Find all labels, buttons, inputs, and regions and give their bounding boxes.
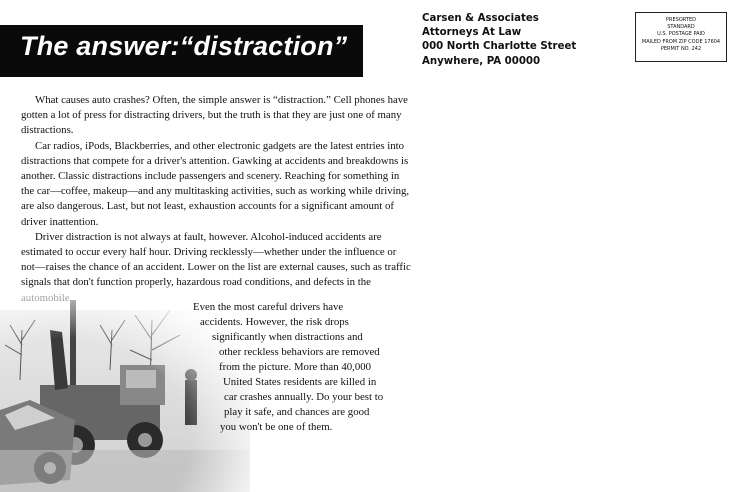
wrap-line: accidents. However, the risk drops: [200, 316, 349, 328]
indicia-line: MAILED FROM ZIP CODE 17604: [641, 38, 721, 45]
indicia-line: U.S. POSTAGE PAID: [657, 31, 705, 38]
wrap-line: you won't be one of them.: [220, 421, 333, 433]
wrap-line: car crashes annually. Do your best to: [224, 391, 384, 403]
street-address: 000 North Charlotte Street: [422, 41, 577, 53]
city-state-zip: Anywhere, PA 00000: [422, 55, 541, 67]
wrap-line: Even the most careful drivers have: [193, 301, 344, 313]
indicia-line: PRESORTED: [666, 17, 696, 23]
firm-name: Carsen & Associates: [422, 13, 539, 24]
wrap-line: play it safe, and chances are good: [224, 406, 370, 418]
wrap-line: from the picture. More than 40,000: [219, 361, 372, 373]
firm-title: Attorneys At Law: [422, 27, 522, 39]
paragraph-distractions: Car radios, iPods, Blackberries, and other electronic gadgets are the latest entries into distractions that compete for a driver's attention. Gawking at accidents and breakdowns is another. Classic distractions include passengers and scenery. Reaching for something in the car—coffee, makeup—and any multitasking activities, such as working while driving, are also dangerous. Last, but not least, exhaustion accounts for a significant amount of driver inattention.: [21, 139, 410, 228]
return-address: [422, 12, 576, 69]
indicia-line: PERMIT NO. 242: [660, 45, 702, 52]
wrap-line: significantly when distractions and: [212, 331, 363, 343]
indicia-line: STANDARD: [667, 24, 695, 31]
article-body: [21, 93, 411, 306]
headline: The answer:“distraction”: [20, 31, 348, 61]
wrap-line: other reckless behaviors are removed: [219, 346, 380, 358]
wrap-line: United States residents are killed in: [223, 376, 377, 388]
headline-banner: [0, 25, 363, 77]
paragraph-other-causes: Driver distraction is not always at fault, however. Alcohol-induced accidents are estimated to occur every half hour. Driving recklessly—whether under the influence or not—raises the chance of an accident. Lower on the list are external causes, such as traffic signals that don't function properly, hazardous road conditions, and defects in the: [21, 230, 411, 289]
paragraph-intro: What causes auto crashes? Often, the simple answer is “distraction.” Cell phones have gotten a lot of press for distracting drivers, but the truth is that they are just one of many distractions.: [21, 94, 408, 137]
postage-indicia: [635, 12, 727, 62]
